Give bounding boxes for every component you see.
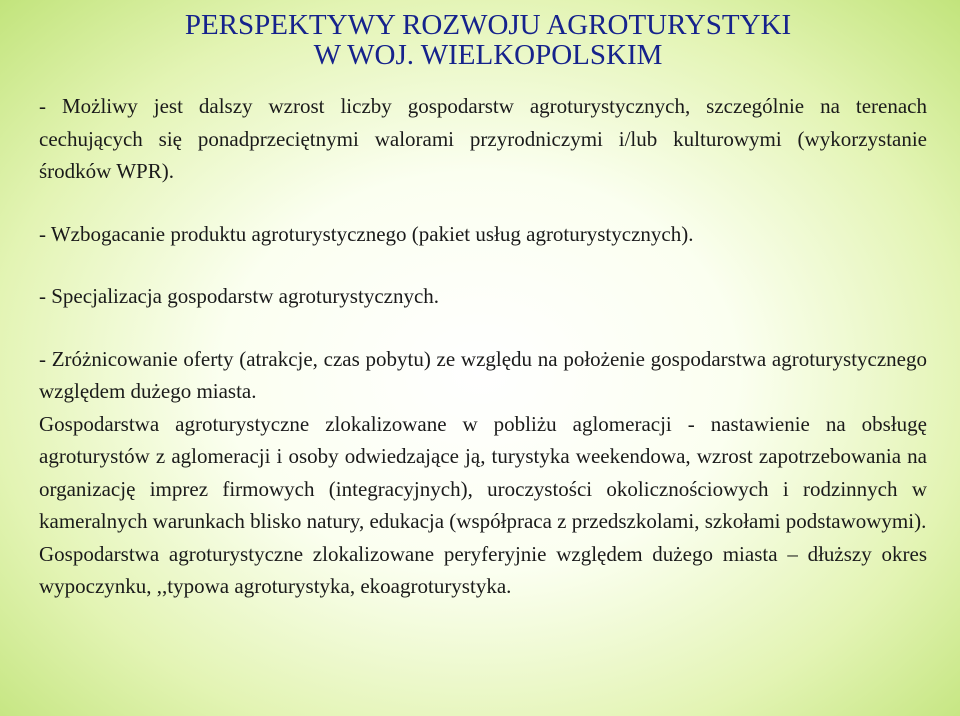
paragraph-differentiation: - Zróżnicowanie oferty (atrakcje, czas pobytu) ze względu na położenie gospodarstwa agroturystycznego względem dużego miasta. [39,346,927,403]
paragraph-specialization: - Specjalizacja gospodarstw agroturystycznych. [39,284,440,308]
paragraph-enrichment: - Wzbogacanie produktu agroturystycznego (pakiet usług agroturystycznych). [39,221,694,246]
paragraph-peripheral-farms: Gospodarstwa agroturystyczne zlokalizowane peryferyjnie względem dużego miasta – dłuższy okres wypoczynku, ,,typowa agroturystyka, ekoagroturystyka. [39,541,927,598]
slide-content [39,90,927,603]
slide-title-line-2: W WOJ. WIELKOPOLSKIM [313,39,663,71]
slide-title-line-1: PERSPEKTYWY ROZWOJU AGROTURYSTYKI [184,9,792,41]
paragraph-near-city-farms: Gospodarstwa agroturystyczne zlokalizowane w pobliżu aglomeracji - nastawienie na obsługę agroturystów z aglomeracji i osoby odwiedzające ją, turystyka weekendowa, wzrost zapotrzebowania na organizację imprez firmowych (integracyjnych), uroczystości okolicznościowych i rodzinnych w kameralnych warunkach blisko natury, edukacja (współpraca z przedszkolami, szkołami podstawowymi). [39,411,927,533]
slide-title [39,10,927,70]
paragraph-growth: - Możliwy jest dalszy wzrost liczby gospodarstw agroturystycznych, szczególnie na terenach cechujących się ponadprzeciętnymi walorami przyrodniczymi i/lub kulturowymi (wykorzystanie środków WPR). [39,94,927,183]
